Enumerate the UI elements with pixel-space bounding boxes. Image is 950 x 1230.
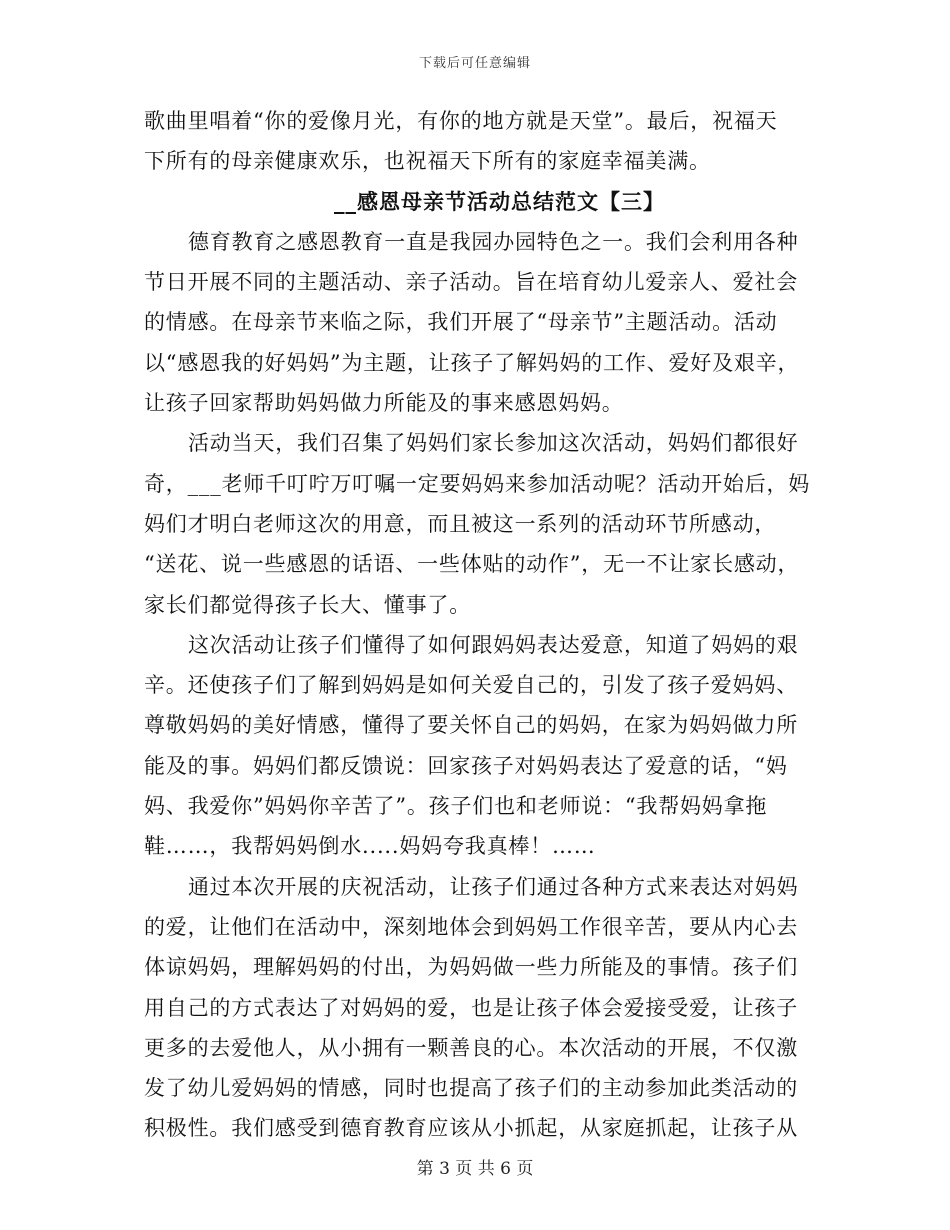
text-line: 歌曲里唱着“你的爱像月光，有你的地方就是天堂”。最后，祝福天 (144, 109, 778, 133)
text-line: 更多的去爱他人，从小拥有一颗善良的心。本次活动的开展，不仅激 (144, 1035, 798, 1060)
text-line: 家长们都觉得孩子长大、懂事了。 (144, 592, 471, 617)
text-line: “送花、说一些感恩的话语、一些体贴的动作”，无一不让家长感动， (144, 552, 800, 577)
text-line: 鞋……，我帮妈妈倒水.....妈妈夸我真棒！…… (144, 834, 596, 859)
page-footer: 第 3 页 共 6 页 (416, 1159, 534, 1179)
text-line: 以“感恩我的好妈妈”为主题，让孩子了解妈妈的工作、爱好及艰辛， (144, 350, 800, 375)
section-title: __感恩母亲节活动总结范文【三】 (334, 188, 665, 214)
text-line: 积极性。我们感受到德育教育应该从小抓起，从家庭抓起，让孩子从 (144, 1116, 798, 1141)
text-line: 节日开展不同的主题活动、亲子活动。旨在培育幼儿爱亲人、爱社会 (144, 270, 798, 295)
text-line: 下所有的母亲健康欢乐，也祝福天下所有的家庭幸福美满。 (144, 149, 711, 174)
document-body (144, 101, 811, 1149)
text-line: 辛。还使孩子们了解到妈妈是如何关爱自己的，引发了孩子爱妈妈、 (144, 673, 798, 698)
text-line: 体谅妈妈，理解妈妈的付出，为妈妈做一些力所能及的事情。孩子们 (144, 955, 798, 980)
page-header: 下载后可任意编辑 (418, 56, 531, 71)
paragraph-first-line: 通过本次开展的庆祝活动，让孩子们通过各种方式来表达对妈妈 (188, 874, 799, 899)
text-line: 的情感。在母亲节来临之际，我们开展了“母亲节”主题活动。活动 (144, 310, 778, 335)
text-line: 妈们才明白老师这次的用意，而且被这一系列的活动环节所感动， (144, 511, 777, 536)
text-line: 的爱，让他们在活动中，深刻地体会到妈妈工作很辛苦，要从内心去 (144, 914, 798, 939)
text-line: 让孩子回家帮助妈妈做力所能及的事来感恩妈妈。 (144, 391, 624, 416)
paragraph-first-line: 活动当天，我们召集了妈妈们家长参加这次活动，妈妈们都很好 (188, 431, 799, 456)
paragraph-first-line: 德育教育之感恩教育一直是我园办园特色之一。我们会利用各种 (188, 229, 799, 254)
text-line: 发了幼儿爱妈妈的情感，同时也提高了孩子们的主动参加此类活动的 (144, 1076, 798, 1101)
text-line: 尊敬妈妈的美好情感，懂得了要关怀自己的妈妈，在家为妈妈做力所 (144, 713, 798, 738)
paragraph-first-line: 这次活动让孩子们懂得了如何跟妈妈表达爱意，知道了妈妈的艰 (188, 632, 799, 657)
text-line: 能及的事。妈妈们都反馈说：回家孩子对妈妈表达了爱意的话，“妈 (144, 753, 788, 778)
text-line: 奇，___老师千叮咛万叮嘱一定要妈妈来参加活动呢？活动开始后，妈 (144, 471, 811, 496)
text-line: 用自己的方式表达了对妈妈的爱，也是让孩子体会爱接受爱，让孩子 (144, 995, 798, 1020)
text-line: 妈、我爱你”妈妈你辛苦了”。孩子们也和老师说：“我帮妈妈拿拖 (144, 794, 768, 819)
